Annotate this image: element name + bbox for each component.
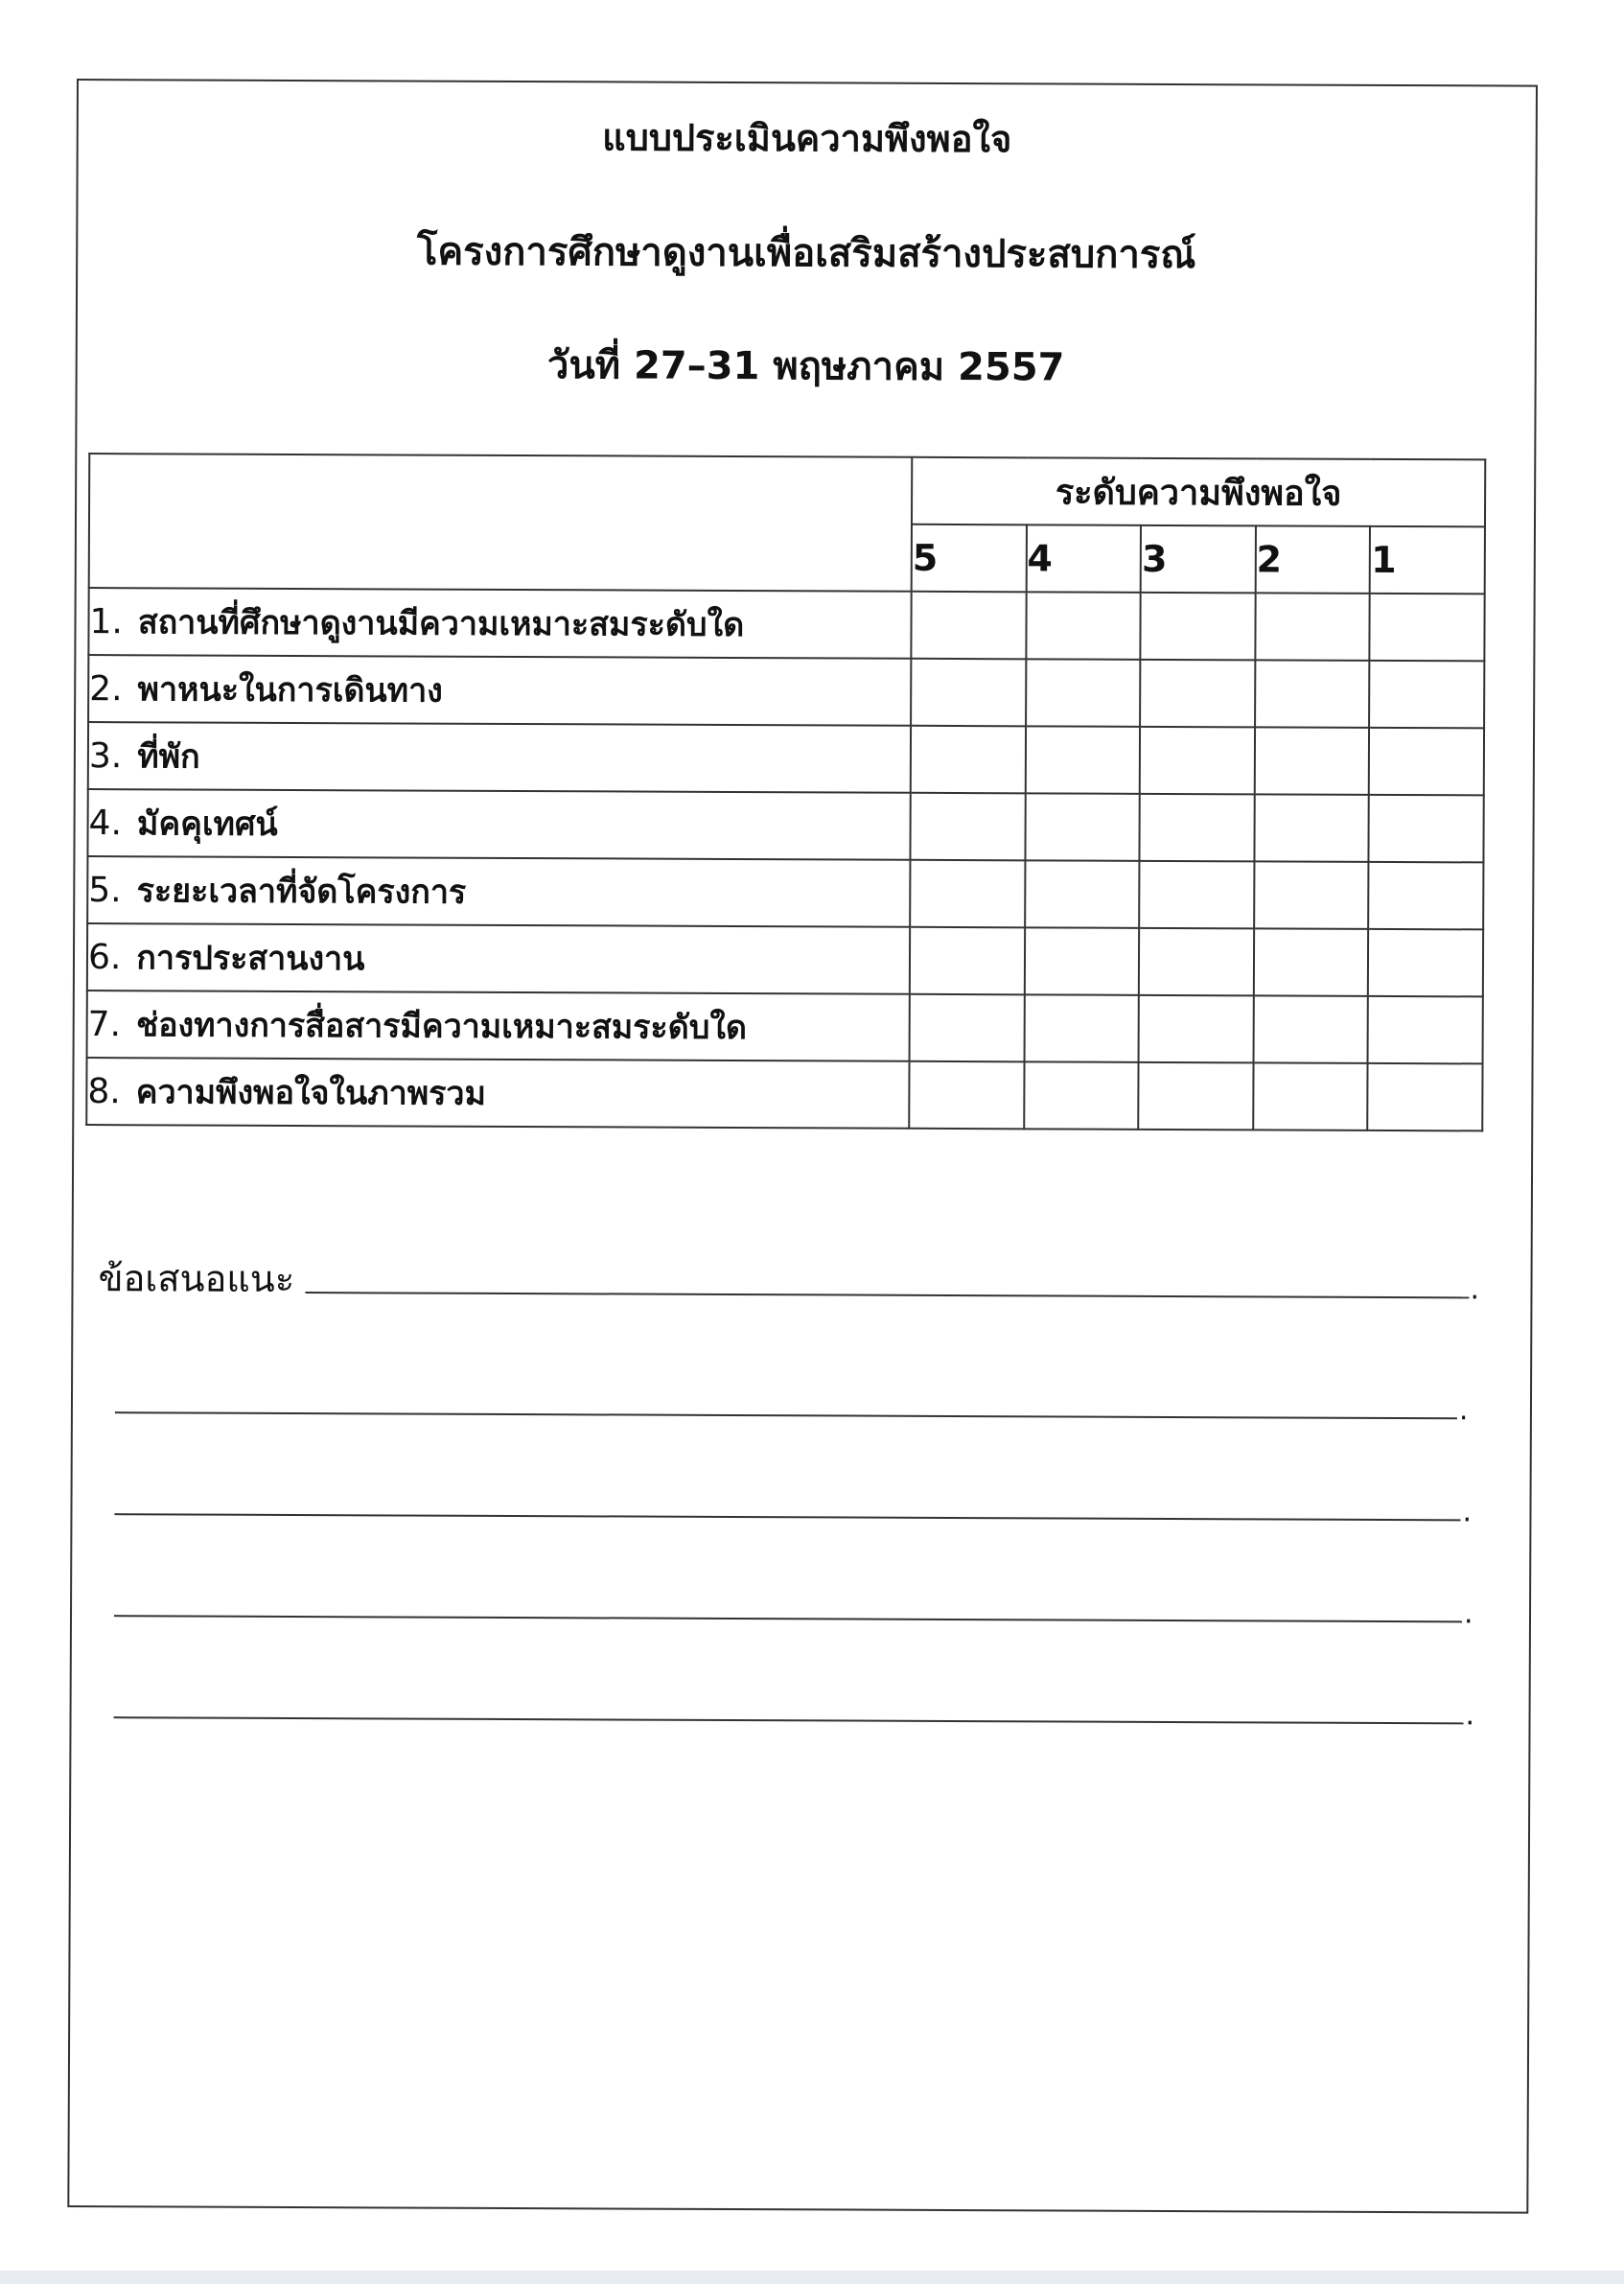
rating-cell-2[interactable] [1254,794,1369,862]
score-header-4: 4 [1026,524,1141,593]
table-row [88,722,1484,795]
question-number: 1. [89,602,123,642]
question-text: ที่พัก [137,737,200,777]
rating-cell-4[interactable] [1024,927,1139,995]
question-text: ช่องทางการสื่อสารมีความเหมาะสมระดับใด [135,1006,748,1048]
question-cell [88,588,911,659]
rating-cell-4[interactable] [1026,592,1141,660]
rating-cell-5[interactable] [910,793,1025,861]
suggestion-line[interactable] [114,1513,1460,1521]
rating-cell-3[interactable] [1138,1062,1253,1130]
question-cell [87,991,910,1061]
rating-table [85,453,1486,1131]
satisfaction-level-header: ระดับความพึงพอใจ [912,457,1485,527]
rating-cell-2[interactable] [1254,861,1369,929]
rating-cell-5[interactable] [909,1061,1024,1130]
suggestion-line[interactable] [115,1411,1457,1419]
rating-cell-2[interactable] [1255,727,1370,795]
rating-cell-3[interactable] [1139,995,1254,1063]
rating-cell-4[interactable] [1024,994,1139,1062]
rating-cell-5[interactable] [911,726,1026,794]
score-header-1: 1 [1370,526,1485,594]
form-frame [67,79,1538,2214]
rating-cell-3[interactable] [1139,861,1254,929]
table-row [87,991,1483,1063]
line-end-mark: . [1463,1596,1473,1631]
line-end-mark: . [1462,1495,1473,1529]
question-text: พาหนะในการเดินทาง [137,670,443,711]
question-number: 8. [87,1072,121,1112]
rating-cell-4[interactable] [1026,659,1141,727]
form-title: แบบประเมินความพึงพอใจ [602,116,1012,161]
question-text: มัคคุเทศน์ [136,804,278,844]
question-cell [88,655,911,726]
rating-cell-4[interactable] [1025,793,1140,861]
rating-cell-5[interactable] [910,994,1025,1062]
rating-cell-2[interactable] [1253,995,1368,1063]
table-row [87,923,1483,996]
rating-cell-1[interactable] [1368,929,1483,997]
question-cell [86,1058,909,1129]
rating-cell-3[interactable] [1139,928,1254,996]
question-number: 3. [88,736,123,777]
score-header-3: 3 [1141,525,1256,594]
rating-cell-4[interactable] [1025,726,1140,794]
question-cell [88,722,911,793]
score-header-5: 5 [912,524,1027,593]
question-number: 4. [88,804,123,844]
question-header-cell [89,454,913,592]
rating-cell-1[interactable] [1368,1063,1483,1131]
line-end-mark: . [1470,1272,1480,1307]
suggestion-line[interactable] [305,1292,1469,1298]
rating-cell-2[interactable] [1255,660,1370,728]
question-number: 2. [89,669,123,710]
form-subtitle: โครงการศึกษาดูงานเพื่อเสริมสร้างประสบการณ์ [416,229,1196,278]
rating-cell-1[interactable] [1369,661,1484,729]
question-number: 7. [87,1005,122,1045]
rating-cell-5[interactable] [911,592,1026,660]
rating-cell-5[interactable] [910,860,1025,928]
rating-cell-3[interactable] [1141,593,1256,661]
question-cell [87,789,910,860]
rating-cell-2[interactable] [1253,1062,1368,1130]
question-number: 5. [88,871,122,911]
line-end-mark: . [1458,1393,1469,1428]
rating-cell-5[interactable] [911,659,1026,727]
suggestions-label: ข้อเสนอแนะ [98,1257,295,1301]
rating-cell-1[interactable] [1369,795,1484,863]
table-row [88,588,1484,661]
rating-cell-1[interactable] [1368,996,1483,1064]
question-text: ความพึงพอใจในภาพรวม [135,1073,487,1113]
rating-cell-5[interactable] [910,927,1025,995]
score-header-2: 2 [1255,525,1370,594]
rating-cell-1[interactable] [1369,728,1484,796]
table-row [88,655,1484,728]
question-cell [87,923,910,994]
question-number: 6. [87,938,122,978]
form-date: วันที่ 27–31 พฤษภาคม 2557 [546,343,1065,390]
question-text: สถานที่ศึกษาดูงานมีความเหมาะสมระดับใด [137,603,745,645]
rating-cell-2[interactable] [1255,593,1370,661]
suggestion-line[interactable] [114,1615,1462,1622]
table-row [86,1058,1482,1130]
table-row [87,856,1483,929]
rating-cell-2[interactable] [1254,928,1369,996]
question-cell [87,856,910,927]
table-row [87,789,1483,862]
question-text: ระยะเวลาที่จัดโครงการ [136,872,467,912]
line-end-mark: . [1465,1698,1475,1733]
rating-cell-4[interactable] [1024,1061,1139,1130]
scan-edge [0,2271,1624,2284]
rating-cell-3[interactable] [1140,660,1255,728]
rating-cell-3[interactable] [1140,794,1255,862]
question-text: การประสานงาน [136,939,365,979]
rating-cell-1[interactable] [1369,862,1484,930]
rating-cell-3[interactable] [1140,727,1255,795]
rating-cell-4[interactable] [1025,860,1140,928]
rating-cell-1[interactable] [1370,594,1485,662]
suggestion-line[interactable] [114,1716,1464,1724]
